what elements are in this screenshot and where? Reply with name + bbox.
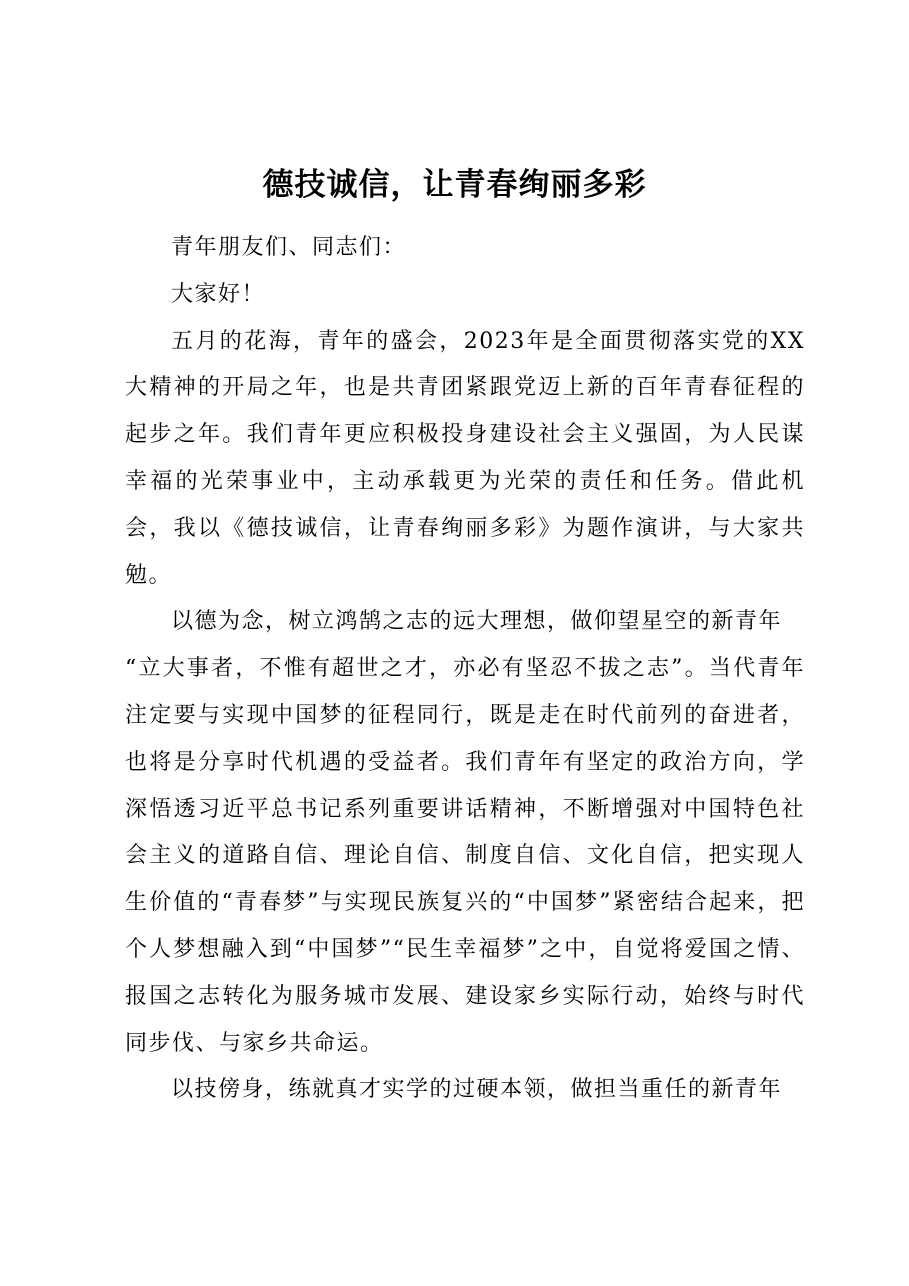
- greeting: 大家好！: [171, 281, 266, 307]
- virtue-paragraph: “立大事者，不惟有超世之才，亦必有坚忍不拔之志”。当代青年注定要与实现中国梦的征程同行，既是走在时代前列的奋进者，也将是分享时代机遇的受益者。我们青年有坚定的政治方向，学深悟透习近平总书记系列重要讲话精神，不断增强对中国特色社会主义的道路自信、理论自信、制度自信、文化自信，把实现人生价值的“青春梦”与实现民族复兴的“中国梦”紧密结合起来，把个人梦想融入到“中国梦”“民生幸福梦”之中，自觉将爱国之情、报国之志转化为服务城市发展、建设家乡实际行动，始终与时代同步伐、与家乡共命运。: [125, 656, 805, 1056]
- document-body: [125, 225, 805, 1114]
- intro-paragraph: 五月的花海，青年的盛会，2023年是全面贯彻落实党的XX大精神的开局之年，也是共青团紧跟党迈上新的百年青春征程的起步之年。我们青年更应积极投身建设社会主义强固，为人民谋幸福的光荣事业中，主动承载更为光荣的责任和任务。借此机会，我以《德技诚信，让青春绚丽多彩》为题作演讲，与大家共勉。: [125, 328, 805, 588]
- section-heading-virtue: 以德为念，树立鸿鹄之志的远大理想，做仰望星空的新青年: [171, 609, 783, 635]
- document-title: 德技诚信，让青春绚丽多彩: [262, 167, 647, 203]
- salutation: 青年朋友们、同志们：: [171, 235, 407, 260]
- section-heading-skill: 以技傍身，练就真才实学的过硬本领，做担当重任的新青年: [171, 1077, 783, 1103]
